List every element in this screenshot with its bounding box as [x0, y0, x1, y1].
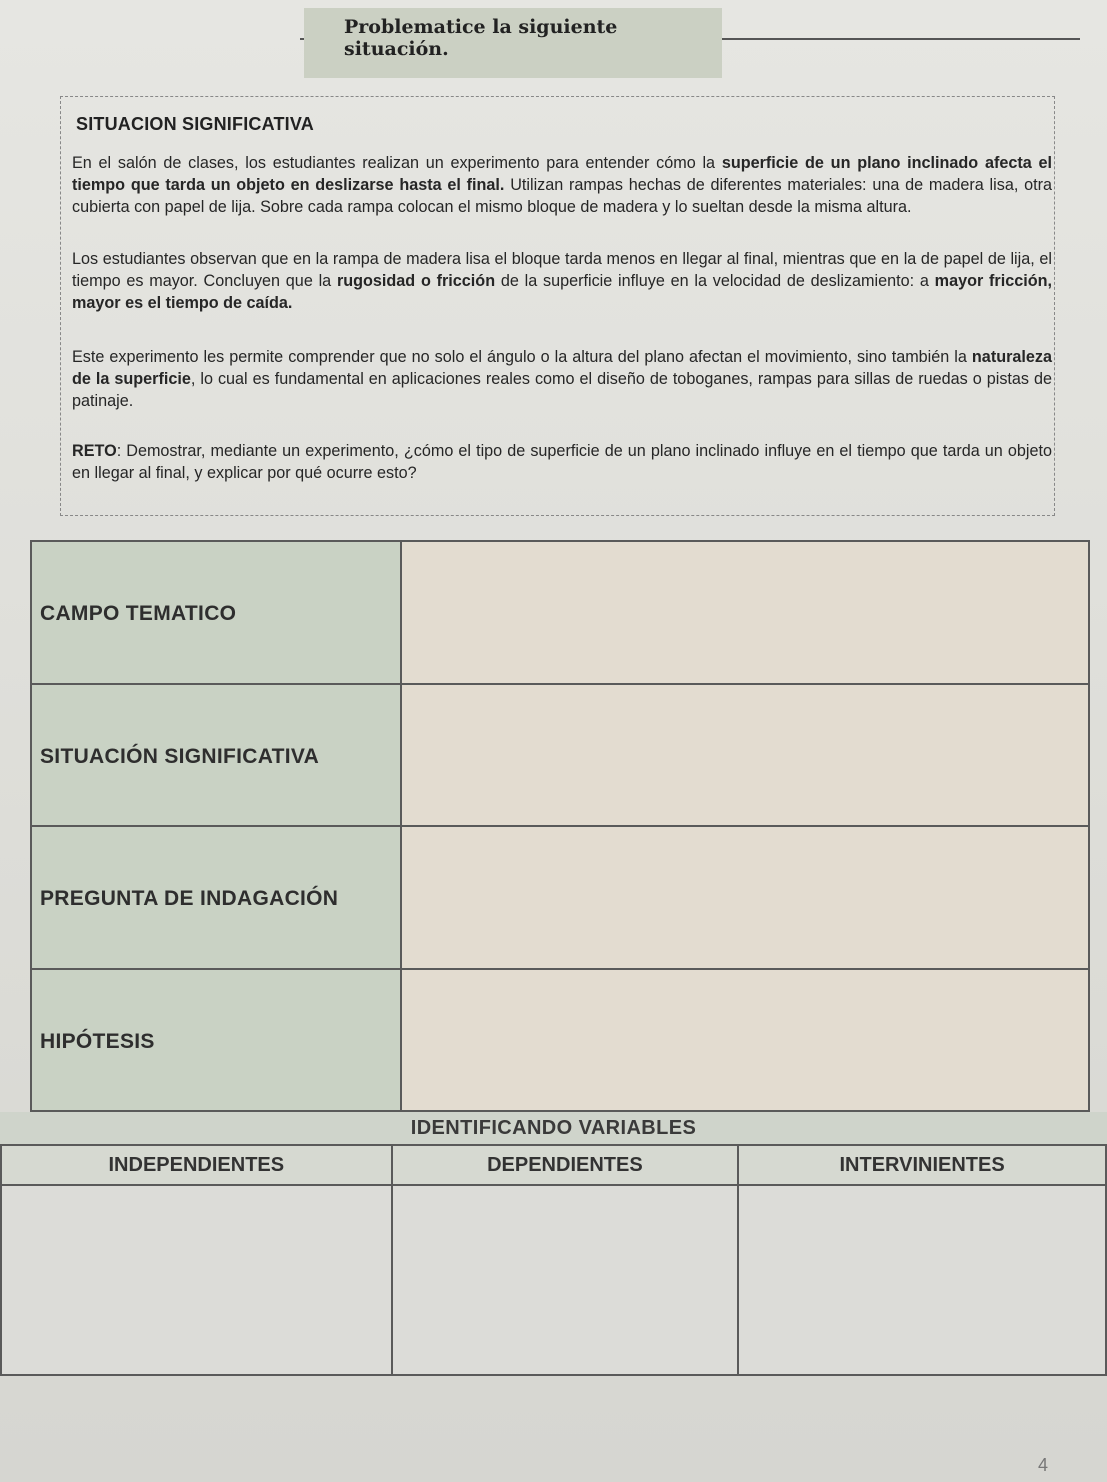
variables-header-row [1, 1145, 1106, 1185]
row-label-campo-tematico: CAMPO TEMATICO [31, 541, 401, 684]
table-row [31, 826, 1089, 969]
answer-cell-situacion-significativa[interactable] [401, 684, 1089, 827]
situation-title: SITUACION SIGNIFICATIVA [76, 114, 314, 134]
table-row [31, 541, 1089, 684]
table-row [31, 969, 1089, 1112]
answer-cell-pregunta-indagacion[interactable] [401, 826, 1089, 969]
variables-answer-row [1, 1185, 1106, 1375]
row-label-situacion-significativa: SITUACIÓN SIGNIFICATIVA [31, 684, 401, 827]
challenge-paragraph: RETO: Demostrar, mediante un experimento, ¿cómo el tipo de superficie de un plano inclinado influye en el tiempo que tarda un objeto en llegar al final, y explicar por qué ocurre esto? [72, 442, 1052, 482]
answer-cell-dependientes[interactable] [392, 1185, 739, 1375]
variables-table [0, 1144, 1107, 1376]
row-label-hipotesis: HIPÓTESIS [31, 969, 401, 1112]
answer-cell-intervinientes[interactable] [738, 1185, 1106, 1375]
instruction-heading: Problematice la siguiente situación. [304, 8, 722, 78]
answer-cell-independientes[interactable] [1, 1185, 392, 1375]
problem-table [30, 540, 1090, 1112]
table-row [31, 684, 1089, 827]
row-label-pregunta-indagacion: PREGUNTA DE INDAGACIÓN [31, 826, 401, 969]
situation-paragraph-2: Los estudiantes observan que en la rampa de madera lisa el bloque tarda menos en llegar al final, mientras que en la de papel de lija, el tiempo es mayor. Concluyen que la rugosidad o fricción de la superficie influye en la velocidad de deslizamiento: a mayor fricción, mayor es el tiempo de caída. [72, 250, 1052, 312]
page-number: 4 [1038, 1455, 1049, 1475]
variables-title: IDENTIFICANDO VARIABLES [0, 1112, 1107, 1144]
column-intervinientes: INTERVINIENTES [738, 1145, 1106, 1185]
situation-paragraph-3: Este experimento les permite comprender que no solo el ángulo o la altura del plano afectan el movimiento, sino también la naturaleza de la superficie, lo cual es fundamental en aplicaciones reales como el diseño de toboganes, rampas para sillas de ruedas o pistas de patinaje. [72, 348, 1053, 410]
situation-paragraph-1: En el salón de clases, los estudiantes realizan un experimento para entender cómo la superficie de un plano inclinado afecta el tiempo que tarda un objeto en deslizarse hasta el final. Utilizan rampas hechas de diferentes materiales: una de madera lisa, otra cubierta con papel de lija. Sobre cada rampa colocan el mismo bloque de madera y lo sueltan desde la misma altura. [72, 154, 1052, 216]
column-independientes: INDEPENDIENTES [1, 1145, 392, 1185]
answer-cell-campo-tematico[interactable] [401, 541, 1089, 684]
answer-cell-hipotesis[interactable] [401, 969, 1089, 1112]
column-dependientes: DEPENDIENTES [392, 1145, 739, 1185]
